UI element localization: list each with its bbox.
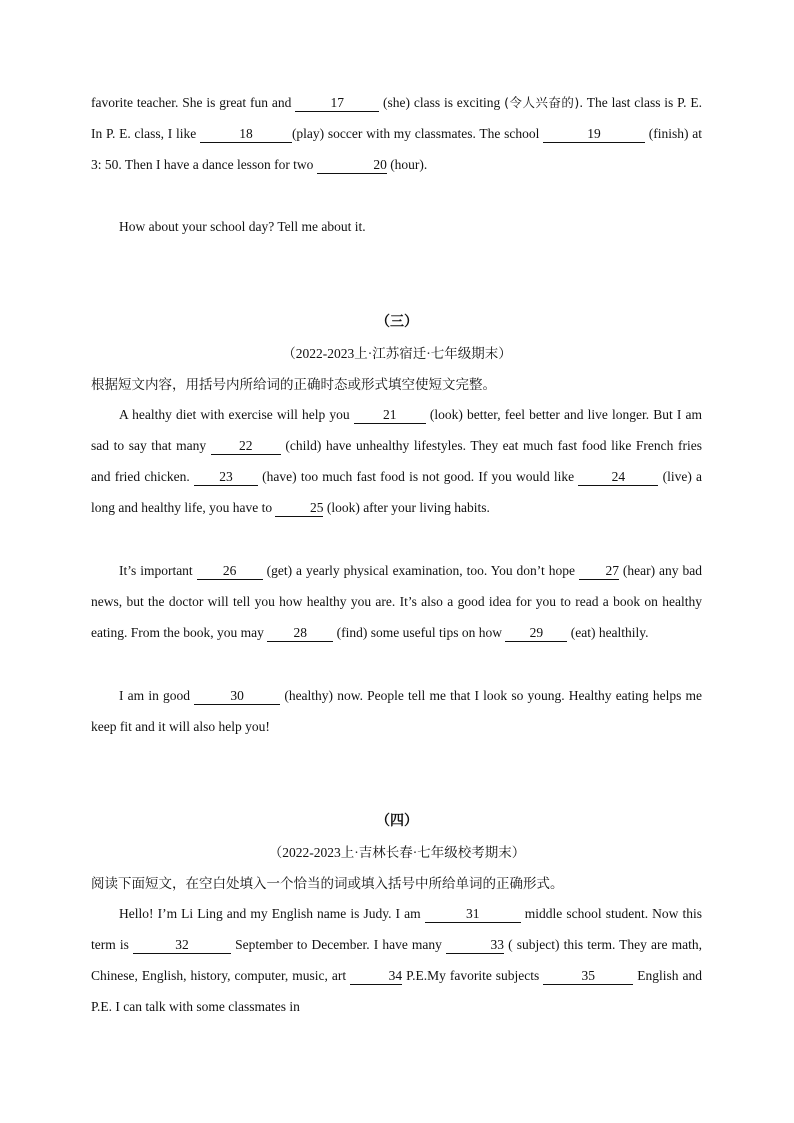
blank-17[interactable]: 17 (295, 94, 379, 112)
passage-3-paragraph-3 (91, 680, 702, 742)
text: (hear) any bad news, but the doctor will tell you how healthy you are. It’s also a good idea for you to read a book on healthy eating. From the book, you may (91, 563, 702, 640)
text: P.E.My favorite subjects (402, 968, 544, 983)
section-title-4: （四） (376, 814, 418, 829)
blank-31[interactable]: 31 (425, 905, 521, 923)
passage-3-paragraph-2 (91, 555, 702, 648)
text: (find) some useful tips on how (333, 625, 506, 640)
text: (get) a yearly physical examination, too. You don’t hope (262, 563, 579, 578)
blank-32[interactable]: 32 (133, 936, 231, 954)
text: (eat) healthily. (567, 625, 649, 640)
text: A healthy diet with exercise will help you (119, 407, 354, 422)
passage-3-paragraph-1 (91, 399, 702, 523)
blank-35[interactable]: 35 (543, 967, 633, 985)
text: (play) soccer with my classmates. The school (291, 126, 544, 141)
blank-28[interactable]: 28 (267, 624, 333, 642)
text: (令人兴奋的). (504, 95, 584, 110)
blank-34[interactable]: 34 (350, 967, 402, 985)
section-instruction-4: 阅读下面短文，在空白处填入一个恰当的词或填入括号中所给单词的正确形式。 (91, 876, 564, 892)
section-source-3: （2022-2023上·江苏宿迁·七年级期末） (282, 346, 512, 361)
text: (have) too much fast food is not good. If you would like (257, 469, 579, 484)
text: (live) a long and healthy life, you have to (91, 469, 703, 515)
blank-27[interactable]: 27 (579, 562, 619, 580)
text: September to December. I have many (230, 937, 447, 952)
blank-33[interactable]: 33 (446, 936, 504, 954)
text: (she) class is exciting (379, 95, 505, 110)
text: (hour). (386, 157, 428, 172)
text: favorite teacher. She is great fun and (91, 95, 296, 110)
blank-26[interactable]: 26 (197, 562, 263, 580)
text: The last class is P. E. In P. E. class, I like (91, 95, 702, 141)
passage-4-paragraph-1 (91, 898, 702, 1022)
text: (finish) at 3: 50. Then I have a dance lesson for two (91, 126, 702, 172)
blank-21[interactable]: 21 (354, 406, 426, 424)
section-title-3: （三） (376, 315, 418, 330)
blank-25[interactable]: 25 (275, 499, 323, 517)
text: English and P.E. I can talk with some classmates in (91, 968, 702, 1014)
text: I am in good (119, 688, 195, 703)
blank-30[interactable]: 30 (194, 687, 280, 705)
blank-19[interactable]: 19 (543, 125, 645, 143)
text: (look) after your living habits. (323, 500, 490, 515)
blank-18[interactable]: 18 (200, 125, 292, 143)
text: ( subject) this term. They are math, Chinese, English, history, computer, music, art (91, 937, 702, 983)
passage-2-continuation (91, 87, 702, 180)
blank-22[interactable]: 22 (211, 437, 281, 455)
section-instruction-3: 根据短文内容，用括号内所给词的正确时态或形式填空使短文完整。 (91, 377, 496, 393)
text: middle school student. Now this term is (91, 906, 702, 952)
text: Hello! I’m Li Ling and my English name is Judy. I am (119, 906, 425, 921)
blank-24[interactable]: 24 (578, 468, 658, 486)
section-source-4: （2022-2023上·吉林长春·七年级校考期末） (268, 845, 526, 860)
text: (look) better, feel better and live longer. But I am sad to say that many (91, 407, 702, 453)
text: (child) have unhealthy lifestyles. They eat much fast food like French fries and fried chicken. (91, 438, 702, 484)
closing-question: How about your school day? Tell me about it. (119, 219, 366, 234)
text: It’s important (119, 563, 197, 578)
blank-29[interactable]: 29 (505, 624, 567, 642)
text: (healthy) now. People tell me that I look so young. Healthy eating helps me keep fit and it will also help you! (91, 688, 702, 734)
blank-20[interactable]: 20 (317, 156, 387, 174)
blank-23[interactable]: 23 (194, 468, 258, 486)
